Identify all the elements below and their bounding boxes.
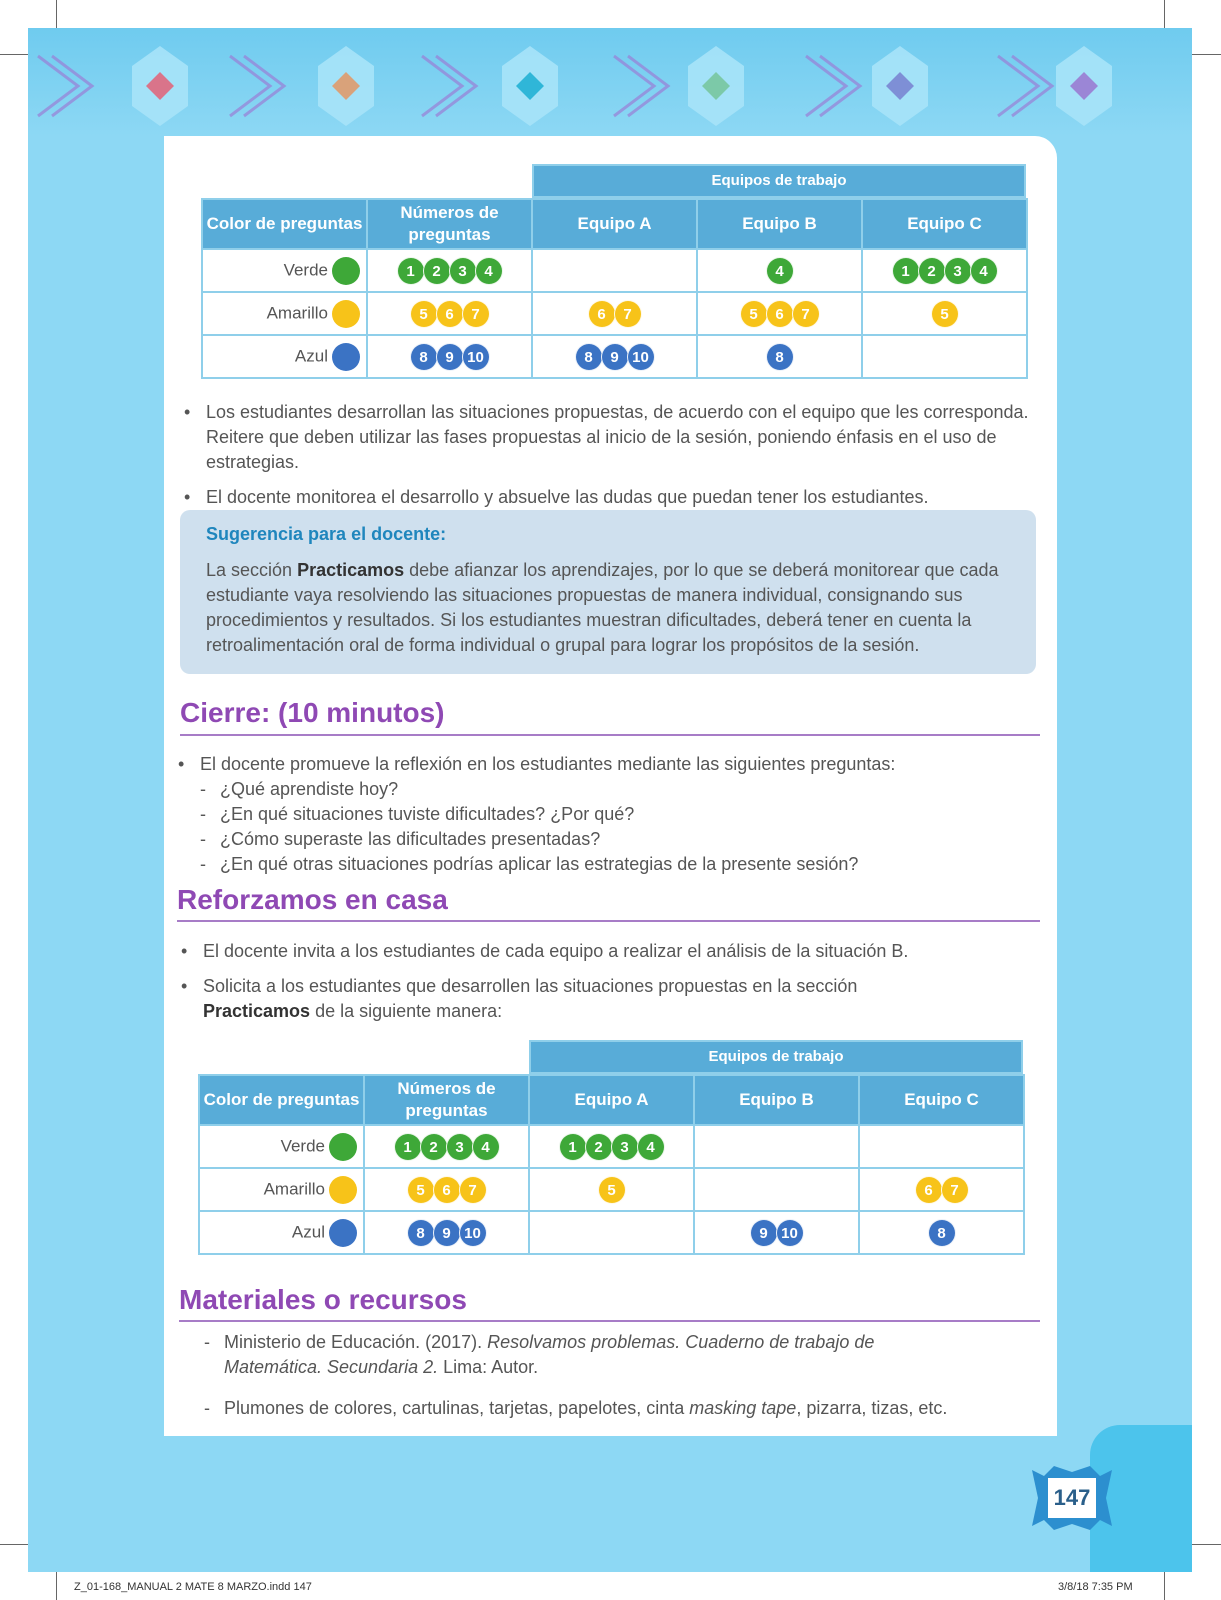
question-number-badge: 6: [766, 300, 794, 328]
team-a-cell: [532, 335, 697, 378]
question-number-badge: 6: [433, 1176, 461, 1204]
question-number-badge: 3: [944, 257, 972, 285]
question-number-badge: 1: [394, 1133, 422, 1161]
number-group: [411, 304, 489, 323]
question-item: - ¿En qué situaciones tuviste dificultades? ¿Por qué?: [198, 802, 1018, 827]
question-item: - ¿Cómo superaste las dificultades presentadas?: [198, 827, 1018, 852]
numbers-cell: [364, 1125, 529, 1168]
section-title-reforzamos: Reforzamos en casa: [177, 884, 448, 915]
question-number-badge: 5: [740, 300, 768, 328]
table-1-body: [202, 249, 1027, 378]
team-a-cell: [532, 249, 697, 292]
bullet-item: • El docente promueve la reflexión en los estudiantes mediante las siguientes preguntas:: [174, 752, 1034, 777]
section-rule: [177, 920, 1040, 922]
question-number-badge: 4: [475, 257, 503, 285]
table-header-row: [199, 1075, 1024, 1125]
question-number-badge: 7: [792, 300, 820, 328]
question-number-badge: 4: [472, 1133, 500, 1161]
table-row: [199, 1168, 1024, 1211]
table-row: [199, 1211, 1024, 1254]
decorative-banner: [28, 28, 1192, 136]
question-number-badge: 2: [420, 1133, 448, 1161]
header-team-a: Equipo A: [532, 199, 697, 249]
question-item: - ¿Qué aprendiste hoy?: [198, 777, 1018, 802]
table-row: [202, 335, 1027, 378]
number-group: [408, 1180, 486, 1199]
header-team-c: Equipo C: [859, 1075, 1024, 1125]
question-number-badge: 7: [614, 300, 642, 328]
bullet-text: de la siguiente manera:: [310, 1001, 503, 1021]
color-cell: [199, 1168, 364, 1211]
number-group: [741, 304, 819, 323]
reflection-questions: [198, 777, 1018, 877]
crop-mark: [1164, 0, 1165, 28]
team-b-cell: [694, 1168, 859, 1211]
question-number-badge: 4: [970, 257, 998, 285]
number-group: [893, 261, 997, 280]
number-group: [751, 1223, 803, 1242]
material-text: Plumones de colores, cartulinas, tarjetas, papelotes, cinta: [224, 1398, 690, 1418]
color-dot-icon: [329, 1176, 357, 1204]
team-a-cell: [529, 1125, 694, 1168]
number-group: [929, 1223, 955, 1242]
numbers-cell: [367, 335, 532, 378]
question-number-badge: 9: [601, 343, 629, 371]
bullet-item: • El docente invita a los estudiantes de cada equipo a realizar el análisis de la situación B.: [177, 939, 967, 964]
table-1-group-title: Equipos de trabajo: [711, 172, 847, 189]
question-number-badge: 8: [407, 1219, 435, 1247]
question-number-badge: 8: [410, 343, 438, 371]
bullet-text: Solicita a los estudiantes que desarrollen las situaciones propuestas en la sección: [203, 976, 858, 996]
materials-list: [202, 1330, 962, 1421]
color-label: Verde: [283, 259, 328, 279]
team-c-cell: [859, 1125, 1024, 1168]
footer-date: 3/8/18 7:35 PM: [1058, 1581, 1133, 1593]
question-number-badge: 3: [449, 257, 477, 285]
question-number-badge: 9: [750, 1219, 778, 1247]
section-title-cierre: Cierre: (10 minutos): [180, 697, 445, 728]
question-number-badge: 1: [559, 1133, 587, 1161]
table-header-row: [202, 199, 1027, 249]
crop-mark: [1192, 54, 1221, 55]
table-row: [202, 249, 1027, 292]
crop-mark: [1192, 1544, 1221, 1545]
team-a-cell: [529, 1211, 694, 1254]
color-dot-icon: [329, 1219, 357, 1247]
team-a-cell: [529, 1168, 694, 1211]
pattern-graphic: [28, 28, 1192, 136]
bullet-item: [177, 974, 967, 1024]
page-number: 147: [1053, 1485, 1091, 1510]
number-group: [599, 1180, 625, 1199]
material-italic: masking tape: [689, 1398, 797, 1418]
question-number-badge: 10: [627, 343, 655, 371]
suggestion-text: debe afianzar los aprendizajes, por lo que se deberá monitorear que cada estudiante vaya resolviendo las situaciones propuestas de manera individual, consignando sus procedimientos y resultados. Si los estudiantes muestran dificultades, deberá tener en cuenta la retroalimentación oral de forma individual o grupal para lograr los propósitos de la sesión.: [206, 560, 999, 655]
question-number-badge: 6: [915, 1176, 943, 1204]
team-a-cell: [532, 292, 697, 335]
question-number-badge: 5: [407, 1176, 435, 1204]
crop-mark: [56, 0, 57, 28]
page-number-badge: [1032, 1462, 1112, 1534]
suggestion-body: [206, 558, 1006, 658]
number-group: [576, 347, 654, 366]
question-number-badge: 2: [918, 257, 946, 285]
header-team-c: Equipo C: [862, 199, 1027, 249]
team-b-cell: [694, 1211, 859, 1254]
table-2-grid: [198, 1074, 1025, 1255]
suggestion-box: [180, 510, 1036, 674]
numbers-cell: [367, 249, 532, 292]
question-number-badge: 5: [931, 300, 959, 328]
question-number-badge: 4: [766, 257, 794, 285]
table-2-group-title: Equipos de trabajo: [708, 1048, 844, 1065]
question-number-badge: 10: [776, 1219, 804, 1247]
color-dot-icon: [332, 300, 360, 328]
question-number-badge: 9: [433, 1219, 461, 1247]
color-cell: [199, 1125, 364, 1168]
question-number-badge: 6: [588, 300, 616, 328]
suggestion-title: Sugerencia para el docente:: [206, 524, 447, 544]
color-cell: [199, 1211, 364, 1254]
crop-mark: [0, 1544, 28, 1545]
color-label: Verde: [280, 1135, 325, 1155]
question-number-badge: 3: [446, 1133, 474, 1161]
number-group: [767, 347, 793, 366]
question-number-badge: 10: [459, 1219, 487, 1247]
question-number-badge: 2: [585, 1133, 613, 1161]
question-item: - ¿En qué otras situaciones podrías aplicar las estrategias de la presente sesión?: [198, 852, 1018, 877]
question-number-badge: 7: [941, 1176, 969, 1204]
question-number-badge: 1: [892, 257, 920, 285]
question-number-badge: 7: [462, 300, 490, 328]
team-c-cell: [862, 335, 1027, 378]
material-text: Ministerio de Educación. (2017).: [224, 1332, 488, 1352]
crop-mark: [56, 1572, 57, 1600]
table-1-grid: [201, 198, 1028, 379]
color-cell: [202, 292, 367, 335]
material-item: [202, 1396, 962, 1421]
question-number-badge: 9: [436, 343, 464, 371]
question-number-badge: 4: [637, 1133, 665, 1161]
bullet-item: • Los estudiantes desarrollan las situaciones propuestas, de acuerdo con el equipo que les corresponda. Reitere que deben utilizar las fases propuestas al inicio de la sesión, poniendo énfasis en el uso de estrategias.: [180, 400, 1040, 475]
table-row: [199, 1125, 1024, 1168]
bullet-list-activity: [180, 400, 1040, 520]
number-group: [767, 261, 793, 280]
color-label: Azul: [291, 1221, 325, 1241]
question-number-badge: 2: [423, 257, 451, 285]
material-item: [202, 1330, 962, 1380]
numbers-cell: [367, 292, 532, 335]
suggestion-text: La sección: [206, 560, 298, 580]
table-row: [202, 292, 1027, 335]
number-group: [398, 261, 502, 280]
team-b-cell: [697, 335, 862, 378]
question-number-badge: 1: [397, 257, 425, 285]
color-label: Amarillo: [263, 1178, 325, 1198]
crop-mark: [1164, 1572, 1165, 1600]
material-text: Lima: Autor.: [438, 1357, 539, 1377]
color-cell: [202, 335, 367, 378]
question-number-badge: 7: [459, 1176, 487, 1204]
bullet-item: • El docente monitorea el desarrollo y absuelve las dudas que puedan tener los estudiantes.: [180, 485, 1040, 510]
team-b-cell: [697, 292, 862, 335]
color-dot-icon: [332, 257, 360, 285]
color-label: Azul: [294, 345, 328, 365]
material-text: , pizarra, tizas, etc.: [796, 1398, 948, 1418]
cierre-intro-list: [174, 752, 1034, 777]
question-number-badge: 8: [766, 343, 794, 371]
question-number-badge: 6: [436, 300, 464, 328]
numbers-cell: [364, 1168, 529, 1211]
number-group: [932, 304, 958, 323]
suggestion-bold: Practicamos: [297, 560, 405, 580]
color-dot-icon: [329, 1133, 357, 1161]
reforzamos-list: [177, 939, 967, 1034]
table-2-body: [199, 1125, 1024, 1254]
numbers-cell: [364, 1211, 529, 1254]
crop-mark: [0, 54, 28, 55]
color-cell: [202, 249, 367, 292]
number-group: [411, 347, 489, 366]
section-rule: [179, 1320, 1040, 1322]
question-number-badge: 8: [575, 343, 603, 371]
number-group: [408, 1223, 486, 1242]
team-c-cell: [859, 1211, 1024, 1254]
header-numbers: Números de preguntas: [367, 199, 532, 249]
header-color: Color de preguntas: [199, 1075, 364, 1125]
question-number-badge: 5: [598, 1176, 626, 1204]
team-c-cell: [862, 292, 1027, 335]
header-team-a: Equipo A: [529, 1075, 694, 1125]
question-number-badge: 5: [410, 300, 438, 328]
section-title-materiales: Materiales o recursos: [179, 1284, 467, 1315]
footer-file-info: Z_01-168_MANUAL 2 MATE 8 MARZO.indd 147: [74, 1581, 312, 1593]
team-c-cell: [862, 249, 1027, 292]
question-number-badge: 3: [611, 1133, 639, 1161]
question-number-badge: 8: [928, 1219, 956, 1247]
header-team-b: Equipo B: [697, 199, 862, 249]
question-number-badge: 10: [462, 343, 490, 371]
number-group: [395, 1137, 499, 1156]
bullet-bold: Practicamos: [203, 1001, 311, 1021]
team-b-cell: [694, 1125, 859, 1168]
number-group: [560, 1137, 664, 1156]
number-group: [916, 1180, 968, 1199]
header-numbers: Números de preguntas: [364, 1075, 529, 1125]
number-group: [589, 304, 641, 323]
header-team-b: Equipo B: [694, 1075, 859, 1125]
team-b-cell: [697, 249, 862, 292]
header-color: Color de preguntas: [202, 199, 367, 249]
section-rule: [180, 734, 1040, 736]
material-italic: Resolvamos problemas. Cuaderno de trabajo de Matemática. Secundaria 2.: [224, 1332, 875, 1377]
color-dot-icon: [332, 343, 360, 371]
team-c-cell: [859, 1168, 1024, 1211]
color-label: Amarillo: [266, 302, 328, 322]
